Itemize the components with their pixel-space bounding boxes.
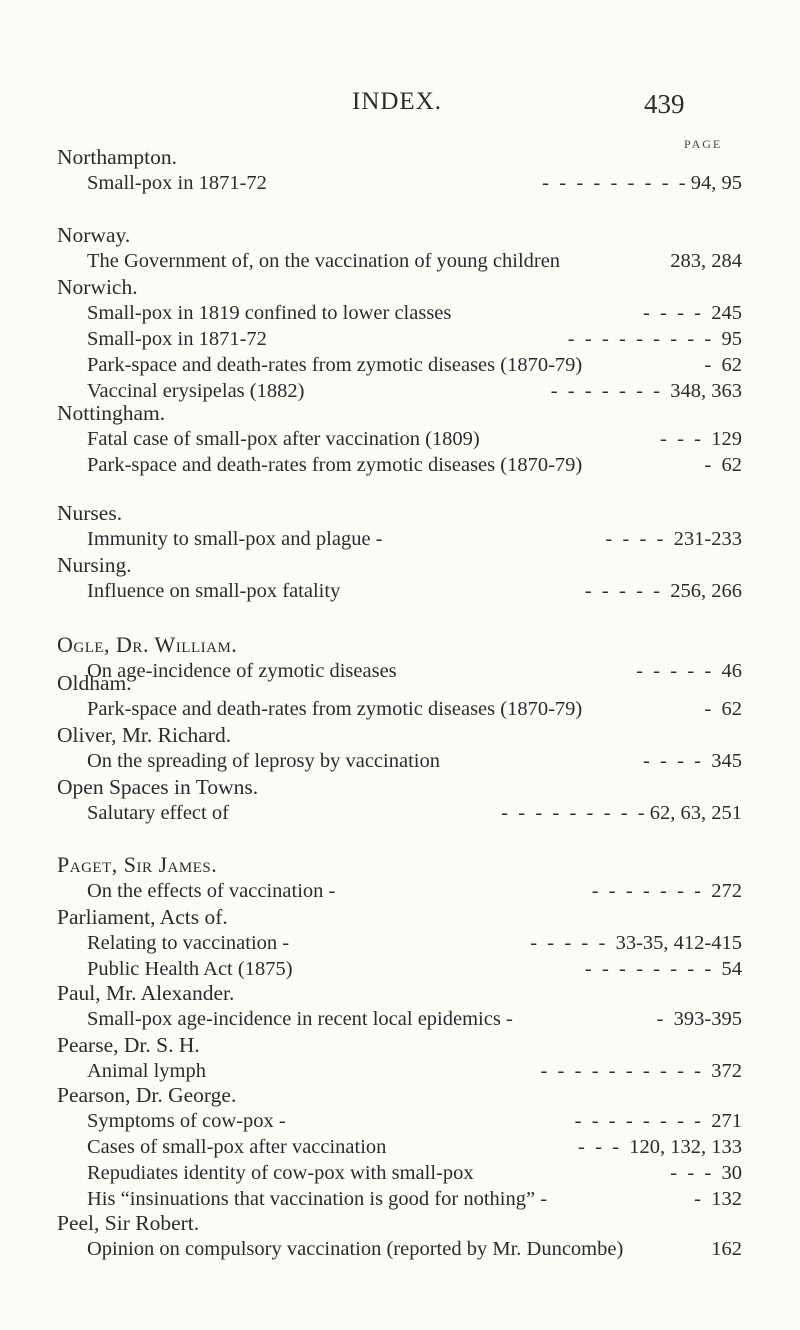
subitem-pages: - 132 bbox=[694, 1188, 742, 1210]
subitem-text: Park-space and death-rates from zymotic diseases (1870-79) bbox=[87, 354, 583, 376]
subitem-text: Small-pox age-incidence in recent local epidemics - bbox=[87, 1008, 513, 1030]
subitem-pages: - - - - - - - - - 62, 63, 251 bbox=[501, 802, 742, 824]
subitem-text: Immunity to small-pox and plague - bbox=[87, 528, 383, 550]
entry-subitem bbox=[87, 1186, 742, 1212]
subitem-text: Salutary effect of bbox=[87, 802, 229, 824]
index-entry bbox=[57, 774, 742, 826]
subitem-text: On the spreading of leprosy by vaccination bbox=[87, 750, 440, 772]
subitem-pages: 283, 284 bbox=[670, 250, 742, 272]
subitem-text: Opinion on compulsory vaccination (reported by Mr. Duncombe) bbox=[87, 1238, 624, 1260]
entry-heading: Oliver, Mr. Richard. bbox=[57, 723, 232, 747]
subitem-text: Small-pox in 1819 confined to lower classes bbox=[87, 302, 452, 324]
subitem-pages: - - - - - - - 272 bbox=[591, 880, 742, 902]
entry-subitem bbox=[87, 878, 742, 904]
page-header bbox=[0, 88, 800, 128]
entry-subitem bbox=[87, 956, 742, 982]
entry-subitem bbox=[87, 1006, 742, 1032]
subitem-pages: - - - - - - - - - - 372 bbox=[540, 1060, 742, 1082]
entry-subitem bbox=[87, 1108, 742, 1134]
index-entry bbox=[57, 1082, 742, 1212]
subitem-text: Small-pox in 1871-72 bbox=[87, 172, 267, 194]
entry-heading: Pearse, Dr. S. H. bbox=[57, 1033, 200, 1057]
subitem-text: The Government of, on the vaccination of young children bbox=[87, 250, 561, 272]
entry-subitem bbox=[87, 696, 742, 722]
subitem-pages: - - - 30 bbox=[670, 1162, 742, 1184]
subitem-pages: - 62 bbox=[704, 698, 742, 720]
subitem-pages: - - - - - 256, 266 bbox=[584, 580, 742, 602]
entry-subitem bbox=[87, 1058, 742, 1084]
page-column-label: PAGE bbox=[684, 137, 723, 151]
subitem-text: Repudiates identity of cow-pox with small-pox bbox=[87, 1162, 474, 1184]
subitem-pages: - - - 129 bbox=[660, 428, 742, 450]
subitem-pages: - - - - - - - - 271 bbox=[574, 1110, 742, 1132]
entry-subitem bbox=[87, 526, 742, 552]
entry-heading: Norwich. bbox=[57, 275, 138, 299]
index-entry bbox=[57, 904, 742, 982]
subitem-text: Public Health Act (1875) bbox=[87, 958, 293, 980]
subitem-pages: - 62 bbox=[704, 454, 742, 476]
subitem-pages: - 62 bbox=[704, 354, 742, 376]
index-entry bbox=[57, 552, 742, 604]
subitem-pages: - - - - 245 bbox=[642, 302, 742, 324]
entry-heading: Paget, Sir James. bbox=[57, 852, 218, 877]
subitem-text: Park-space and death-rates from zymotic diseases (1870-79) bbox=[87, 698, 583, 720]
entry-subitem bbox=[87, 170, 742, 196]
subitem-text: Relating to vaccination - bbox=[87, 932, 290, 954]
index-entry bbox=[57, 500, 742, 552]
entry-subitem bbox=[87, 748, 742, 774]
entry-subitem bbox=[87, 1236, 742, 1262]
entry-subitem bbox=[87, 326, 742, 352]
subitem-pages: - - - - - - - - - 94, 95 bbox=[542, 172, 742, 194]
entry-heading: Northampton. bbox=[57, 145, 178, 169]
subitem-pages: - 393-395 bbox=[656, 1008, 742, 1030]
entry-subitem bbox=[87, 426, 742, 452]
index-entry bbox=[57, 852, 742, 904]
index-entry bbox=[57, 222, 742, 274]
index-entry bbox=[57, 980, 742, 1032]
subitem-pages: - - - - - 46 bbox=[636, 660, 742, 682]
index-entry bbox=[57, 1032, 742, 1084]
entry-heading: Ogle, Dr. William. bbox=[57, 632, 238, 657]
subitem-text: Park-space and death-rates from zymotic diseases (1870-79) bbox=[87, 454, 583, 476]
subitem-text: Animal lymph bbox=[87, 1060, 207, 1082]
subitem-pages: - - - - 231-233 bbox=[605, 528, 742, 550]
entry-subitem bbox=[87, 452, 742, 478]
subitem-pages: - - - 120, 132, 133 bbox=[578, 1136, 742, 1158]
subitem-pages: - - - - - - - 348, 363 bbox=[550, 380, 742, 402]
subitem-text: Symptoms of cow-pox - bbox=[87, 1110, 286, 1132]
index-entry bbox=[57, 1210, 742, 1262]
entry-heading: Open Spaces in Towns. bbox=[57, 775, 259, 799]
running-title: INDEX. bbox=[352, 88, 443, 115]
entry-subitem bbox=[87, 248, 742, 274]
entry-subitem bbox=[87, 1134, 742, 1160]
entry-heading: Nurses. bbox=[57, 501, 123, 525]
entry-heading: Nursing. bbox=[57, 553, 132, 577]
entry-subitem bbox=[87, 300, 742, 326]
page-number: 439 bbox=[644, 89, 685, 119]
entry-subitem bbox=[87, 352, 742, 378]
entry-heading: Norway. bbox=[57, 223, 131, 247]
subitem-pages: - - - - - - - - - 95 bbox=[567, 328, 742, 350]
subitem-pages: - - - - - 33-35, 412-415 bbox=[530, 932, 742, 954]
entry-heading: Oldham. bbox=[57, 671, 132, 695]
entry-heading: Parliament, Acts of. bbox=[57, 905, 228, 929]
subitem-pages: 162 bbox=[711, 1238, 742, 1260]
entry-heading: Paul, Mr. Alexander. bbox=[57, 981, 235, 1005]
index-entry bbox=[57, 670, 742, 722]
subitem-text: On the effects of vaccination - bbox=[87, 880, 336, 902]
subitem-text: Small-pox in 1871-72 bbox=[87, 328, 267, 350]
subitem-text: On age-incidence of zymotic diseases bbox=[87, 660, 397, 682]
entry-subitem bbox=[87, 578, 742, 604]
subitem-text: Fatal case of small-pox after vaccination (1809) bbox=[87, 428, 480, 450]
subitem-pages: - - - - 345 bbox=[642, 750, 742, 772]
index-entry bbox=[57, 144, 742, 196]
entry-heading: Peel, Sir Robert. bbox=[57, 1211, 200, 1235]
subitem-pages: - - - - - - - - 54 bbox=[584, 958, 742, 980]
index-entry bbox=[57, 400, 742, 478]
subitem-text: Influence on small-pox fatality bbox=[87, 580, 341, 602]
entry-subitem bbox=[87, 800, 742, 826]
index-entry bbox=[57, 274, 742, 404]
index-entry bbox=[57, 722, 742, 774]
subitem-text: Vaccinal erysipelas (1882) bbox=[87, 380, 305, 402]
subitem-text: His “insinuations that vaccination is good for nothing” - bbox=[87, 1188, 548, 1210]
entry-subitem bbox=[87, 1160, 742, 1186]
subitem-text: Cases of small-pox after vaccination bbox=[87, 1136, 387, 1158]
entry-subitem bbox=[87, 930, 742, 956]
entry-heading: Nottingham. bbox=[57, 401, 166, 425]
entry-heading: Pearson, Dr. George. bbox=[57, 1083, 237, 1107]
